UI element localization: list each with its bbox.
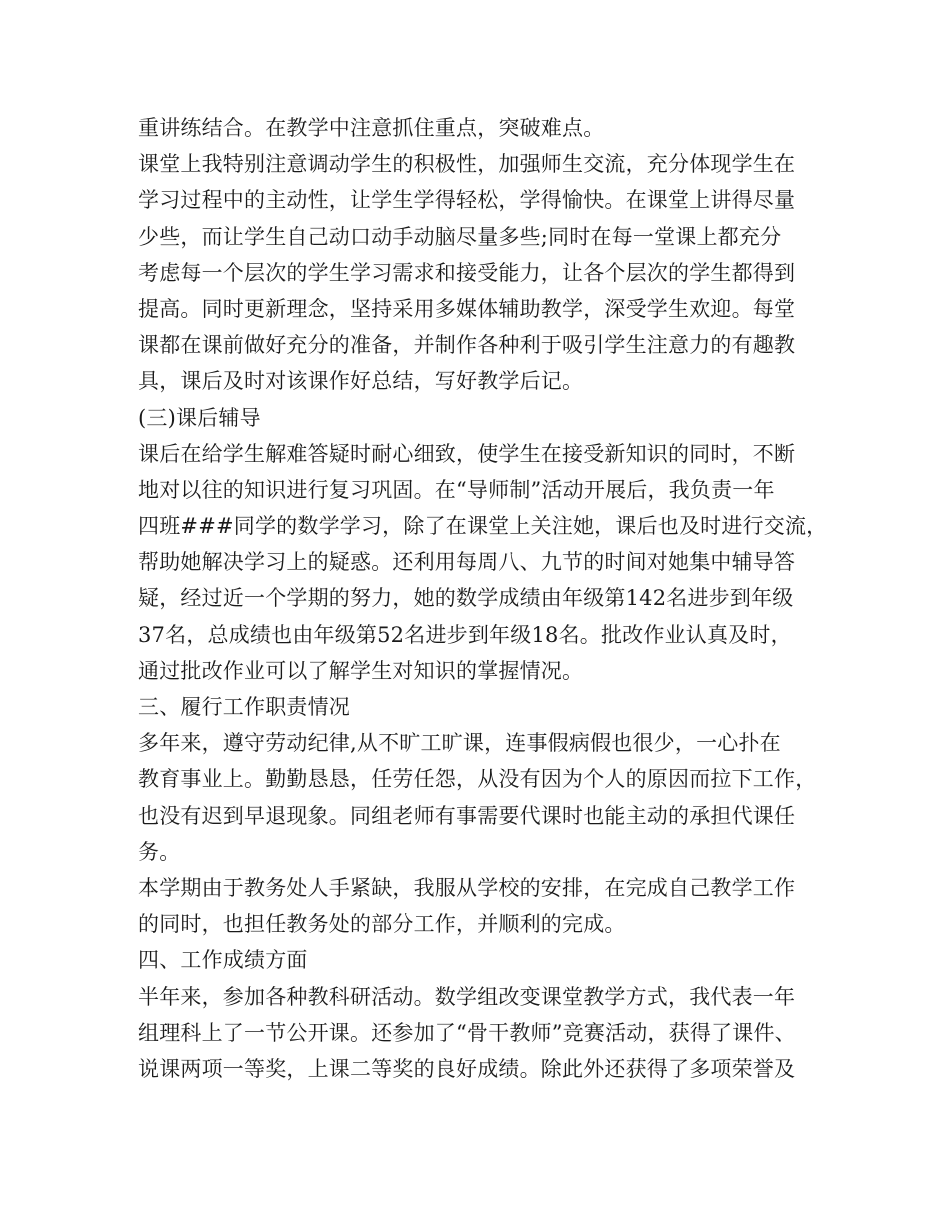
text-line: 通过批改作业可以了解学生对知识的掌握情况。 xyxy=(138,658,584,683)
text-line: 具，课后及时对该课作好总结，写好教学后记。 xyxy=(138,369,584,394)
text-line: 半年来，参加各种教科研活动。数学组改变课堂教学方式，我代表一年 xyxy=(138,984,796,1009)
text-line: 疑，经过近一个学期的努力，她的数学成绩由年级第142名进步到年级 xyxy=(138,586,794,611)
text-line: 课都在课前做好充分的准备，并制作各种利于吸引学生注意力的有趣教 xyxy=(138,333,796,358)
text-line: 的同时，也担任教务处的部分工作，并顺利的完成。 xyxy=(138,912,626,937)
text-line: 教育事业上。勤勤恳恳，任劳任怨，从没有因为个人的原因而拉下工作， xyxy=(138,767,817,792)
text-line: 务。 xyxy=(138,839,181,864)
text-line: 课堂上我特别注意调动学生的积极性，加强师生交流，充分体现学生在 xyxy=(138,152,796,177)
section-heading: 三、履行工作职责情况 xyxy=(138,695,350,719)
document-body xyxy=(138,110,828,1087)
text-line: 地对以往的知识进行复习巩固。在“导师制”活动开展后，我负责一年 xyxy=(138,477,775,502)
text-line: 帮助她解决学习上的疑惑。还利用每周八、九节的时间对她集中辅导答 xyxy=(138,550,796,575)
section-heading: 四、工作成绩方面 xyxy=(138,948,308,973)
text-line: 组理科上了一节公开课。还参加了“骨干教师”竞赛活动，获得了课件、 xyxy=(138,1020,796,1045)
section-heading: (三)课后辅导 xyxy=(138,405,261,430)
text-line: 课后在给学生解难答疑时耐心细致，使学生在接受新知识的同时，不断 xyxy=(138,441,796,466)
text-line: 四班###同学的数学学习，除了在课堂上关注她，课后也及时进行交流， xyxy=(138,514,828,539)
text-line: 37名，总成绩也由年级第52名进步到年级18名。批改作业认真及时， xyxy=(138,622,792,647)
text-line: 也没有迟到早退现象。同组老师有事需要代课时也能主动的承担代课任 xyxy=(138,803,796,828)
text-line: 考虑每一个层次的学生学习需求和接受能力，让各个层次的学生都得到 xyxy=(138,260,796,285)
text-line: 说课两项一等奖，上课二等奖的良好成绩。除此外还获得了多项荣誉及 xyxy=(138,1056,796,1081)
text-line: 学习过程中的主动性，让学生学得轻松，学得愉快。在课堂上讲得尽量 xyxy=(138,188,796,213)
text-line: 提高。同时更新理念，坚持采用多媒体辅助教学，深受学生欢迎。每堂 xyxy=(138,296,796,321)
text-line: 重讲练结合。在教学中注意抓住重点，突破难点。 xyxy=(138,116,605,140)
text-line: 本学期由于教务处人手紧缺，我服从学校的安排，在完成自己教学工作 xyxy=(138,875,796,900)
text-line: 少些，而让学生自己动口动手动脑尽量多些;同时在每一堂课上都充分 xyxy=(138,224,782,249)
text-line: 多年来，遵守劳动纪律,从不旷工旷课，连事假病假也很少，一心扑在 xyxy=(138,731,781,756)
